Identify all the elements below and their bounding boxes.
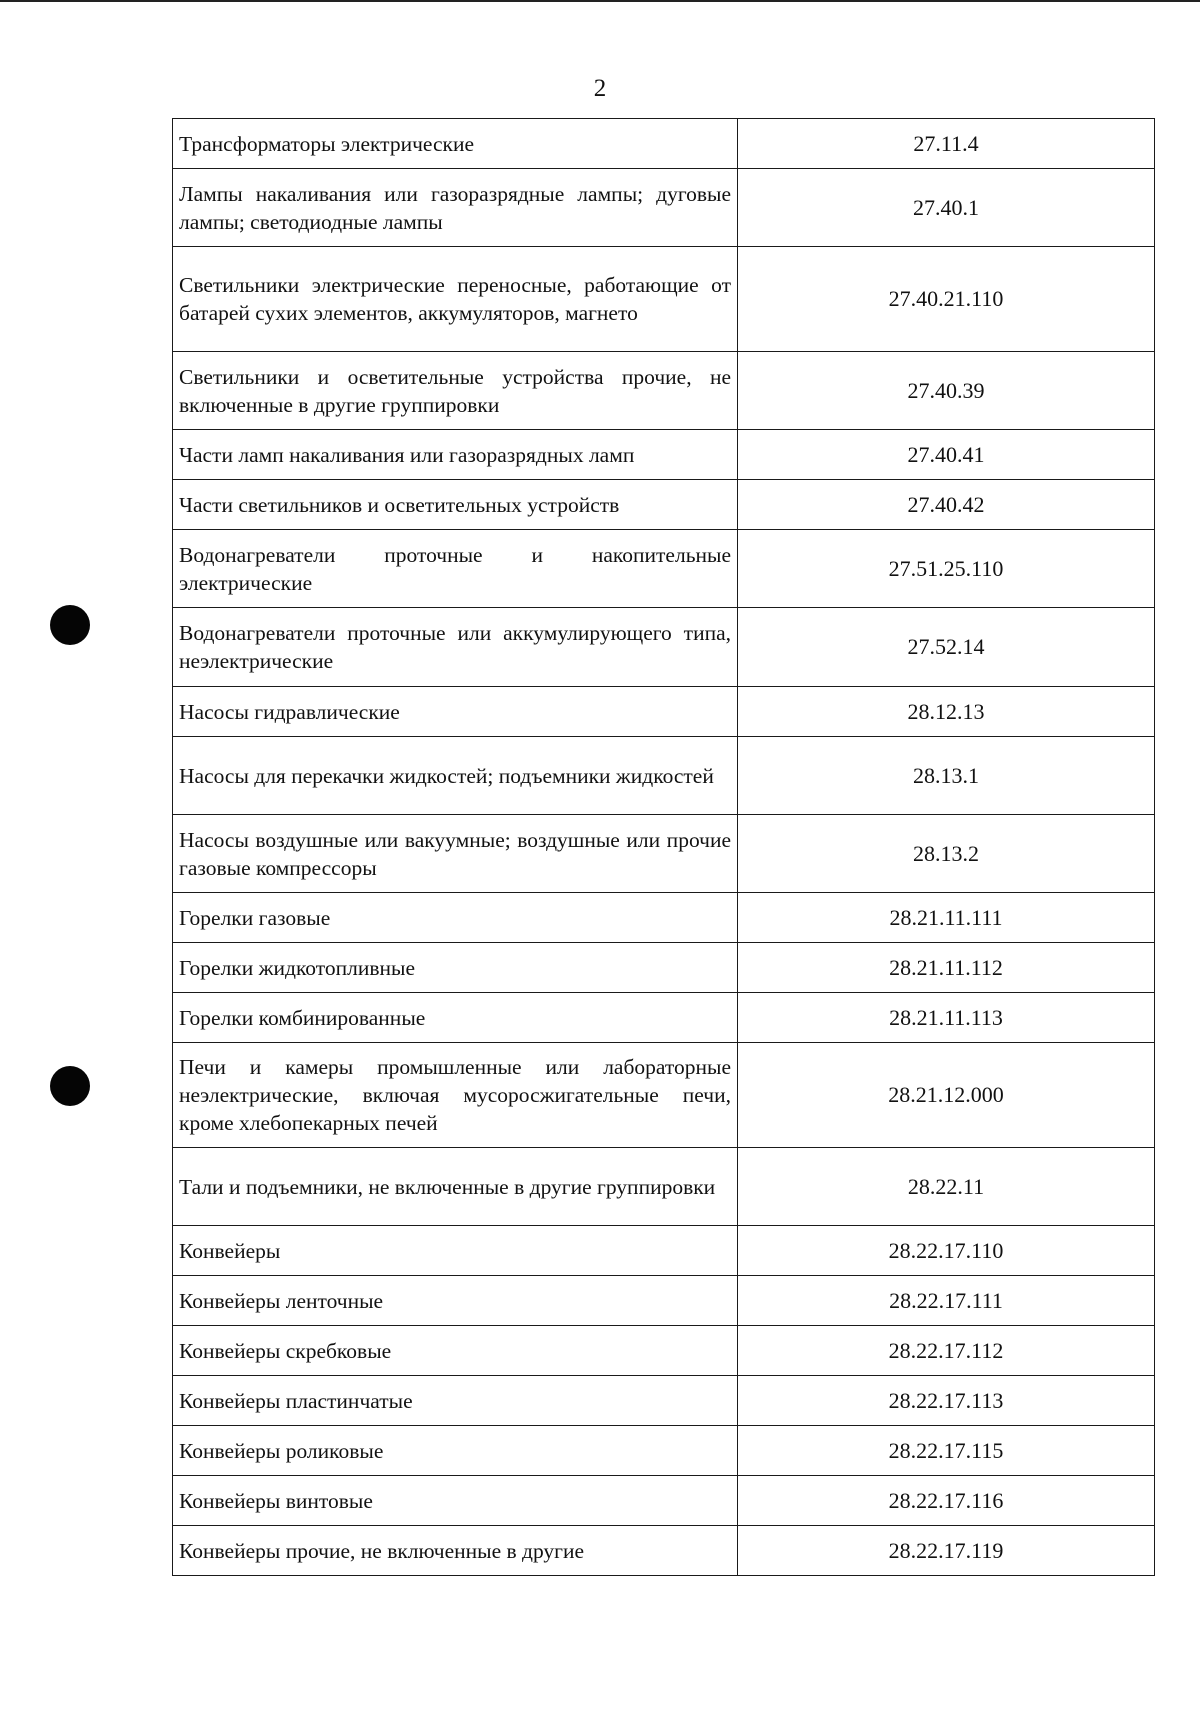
table-row <box>173 737 1155 815</box>
table-row <box>173 893 1155 943</box>
okpd-code-cell: 27.40.21.110 <box>738 247 1155 352</box>
okpd-code-cell: 28.22.17.113 <box>738 1376 1155 1426</box>
punch-hole-mark <box>50 1066 90 1106</box>
okpd-code-cell: 28.22.17.116 <box>738 1476 1155 1526</box>
okpd-code-cell: 28.22.11 <box>738 1148 1155 1226</box>
okpd-code-cell: 27.51.25.110 <box>738 530 1155 608</box>
okpd-code-cell: 28.22.17.111 <box>738 1276 1155 1326</box>
okpd-code-cell: 27.40.1 <box>738 169 1155 247</box>
product-name-cell: Насосы для перекачки жидкостей; подъемники жидкостей <box>173 737 738 815</box>
okpd-code-cell: 28.13.2 <box>738 815 1155 893</box>
product-name-cell: Конвейеры скребковые <box>173 1326 738 1376</box>
okpd-code-cell: 28.12.13 <box>738 687 1155 737</box>
product-name-cell: Конвейеры пластинчатые <box>173 1376 738 1426</box>
product-name-cell: Конвейеры роликовые <box>173 1426 738 1476</box>
okpd-code-cell: 28.21.12.000 <box>738 1043 1155 1148</box>
okpd-code-cell: 27.40.41 <box>738 430 1155 480</box>
table-row <box>173 1526 1155 1576</box>
table-row <box>173 1148 1155 1226</box>
table-row <box>173 530 1155 608</box>
table-row <box>173 169 1155 247</box>
table-row <box>173 1226 1155 1276</box>
product-name-cell: Горелки газовые <box>173 893 738 943</box>
table-row <box>173 1043 1155 1148</box>
product-name-cell: Насосы гидравлические <box>173 687 738 737</box>
okpd-code-cell: 27.52.14 <box>738 608 1155 687</box>
okpd-code-cell: 28.21.11.112 <box>738 943 1155 993</box>
table-row <box>173 430 1155 480</box>
product-name-cell: Горелки комбинированные <box>173 993 738 1043</box>
okpd-code-cell: 27.11.4 <box>738 119 1155 169</box>
page-top-edge-line <box>0 0 1200 2</box>
table-row <box>173 1326 1155 1376</box>
product-name-cell: Светильники электрические переносные, работающие от батарей сухих элементов, аккумуляторов, магнето <box>173 247 738 352</box>
product-name-cell: Конвейеры винтовые <box>173 1476 738 1526</box>
table-row <box>173 1376 1155 1426</box>
product-name-cell: Конвейеры прочие, не включенные в другие <box>173 1526 738 1576</box>
okpd-code-cell: 28.21.11.113 <box>738 993 1155 1043</box>
page-number: 2 <box>593 75 607 102</box>
table-row <box>173 352 1155 430</box>
product-name-cell: Части светильников и осветительных устройств <box>173 480 738 530</box>
okpd-code-cell: 28.22.17.112 <box>738 1326 1155 1376</box>
table-body <box>173 119 1155 1576</box>
okpd-code-cell: 27.40.39 <box>738 352 1155 430</box>
table-row <box>173 687 1155 737</box>
product-name-cell: Трансформаторы электрические <box>173 119 738 169</box>
table-row <box>173 1426 1155 1476</box>
table-row <box>173 1276 1155 1326</box>
product-name-cell: Насосы воздушные или вакуумные; воздушные или прочие газовые компрессоры <box>173 815 738 893</box>
table-row <box>173 119 1155 169</box>
product-name-cell: Части ламп накаливания или газоразрядных ламп <box>173 430 738 480</box>
product-name-cell: Конвейеры <box>173 1226 738 1276</box>
okpd-code-cell: 28.13.1 <box>738 737 1155 815</box>
table-row <box>173 480 1155 530</box>
table-row <box>173 943 1155 993</box>
table-row <box>173 1476 1155 1526</box>
classification-table <box>172 118 1155 1576</box>
product-name-cell: Печи и камеры промышленные или лабораторные неэлектрические, включая мусоросжигательные печи, кроме хлебопекарных печей <box>173 1043 738 1148</box>
okpd-code-cell: 28.22.17.119 <box>738 1526 1155 1576</box>
product-name-cell: Водонагреватели проточные и накопительные электрические <box>173 530 738 608</box>
product-name-cell: Водонагреватели проточные или аккумулирующего типа, неэлектрические <box>173 608 738 687</box>
product-name-cell: Светильники и осветительные устройства прочие, не включенные в другие группировки <box>173 352 738 430</box>
okpd-code-cell: 28.22.17.110 <box>738 1226 1155 1276</box>
okpd-code-cell: 28.22.17.115 <box>738 1426 1155 1476</box>
table-row <box>173 247 1155 352</box>
product-name-cell: Горелки жидкотопливные <box>173 943 738 993</box>
okpd-code-cell: 28.21.11.111 <box>738 893 1155 943</box>
product-name-cell: Тали и подъемники, не включенные в другие группировки <box>173 1148 738 1226</box>
okpd-code-cell: 27.40.42 <box>738 480 1155 530</box>
product-name-cell: Конвейеры ленточные <box>173 1276 738 1326</box>
punch-hole-mark <box>50 605 90 645</box>
table-row <box>173 993 1155 1043</box>
product-name-cell: Лампы накаливания или газоразрядные лампы; дуговые лампы; светодиодные лампы <box>173 169 738 247</box>
table-row <box>173 815 1155 893</box>
table-row <box>173 608 1155 687</box>
